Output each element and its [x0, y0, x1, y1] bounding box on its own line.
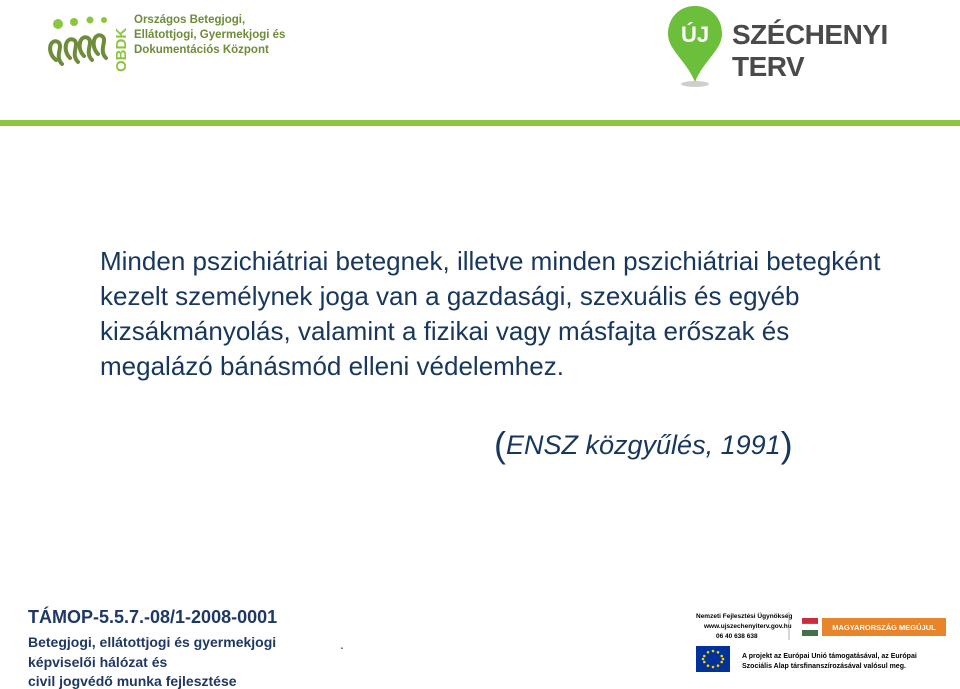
- project-line: civil jogvédő munka fejlesztése: [28, 673, 237, 689]
- quote-text: Minden pszichiátriai betegnek, illetve minden pszichiátriai betegként kezelt személynek joga van a gazdasági, szexuális és egyéb kizsákmányolás, valamint a fizikai vagy másfajta erőszak és megalázó bánásmód elleni védelemhez.: [100, 246, 881, 381]
- obdk-name: [134, 13, 285, 58]
- szechenyi-terv-title: SZÉCHENYI TERV: [732, 19, 888, 82]
- obdk-name-line: Ellátottjogi, Gyermekjogi és: [134, 29, 286, 41]
- hungarian-flag-icon: [802, 618, 818, 636]
- project-line: képviselői hálózat és: [28, 654, 168, 670]
- nfu-agency: Nemzeti Fejlesztési Ügynökség: [696, 613, 793, 620]
- nfu-website: www.ujszechenyiterv.gov.hu: [704, 623, 792, 630]
- source-text: ENSZ közgyűlés, 1991: [506, 430, 781, 460]
- nfu-phone: 06 40 638 638: [716, 633, 758, 640]
- source-paren-close: ): [780, 424, 793, 465]
- source-paren-open: (: [494, 424, 506, 465]
- project-line: Betegjogi, ellátottjogi és gyermekjogi: [28, 634, 277, 650]
- header-divider: [0, 120, 960, 126]
- szechenyi-badge-text: ÚJ: [680, 22, 710, 47]
- obdk-mark-text: OBDK: [113, 27, 130, 72]
- obdk-name-line: Országos Betegjogi,: [134, 14, 246, 26]
- project-code: TÁMOP-5.5.7.-08/1-2008-0001: [28, 607, 278, 627]
- nfu-eu-logo-block: [686, 604, 952, 684]
- eu-funding-line: Szociális Alap társfinanszírozásával valósul meg.: [742, 663, 906, 670]
- eu-funding-line: A projekt az Európai Unió támogatásával, az Európai: [742, 653, 917, 660]
- footer-dot: .: [340, 636, 344, 652]
- quote-source: [494, 424, 793, 466]
- obdk-name-line: Dokumentációs Központ: [134, 44, 269, 56]
- eu-flag-icon: [696, 646, 730, 672]
- nfu-banner: MAGYARORSZÁG MEGÚJUL: [832, 623, 936, 632]
